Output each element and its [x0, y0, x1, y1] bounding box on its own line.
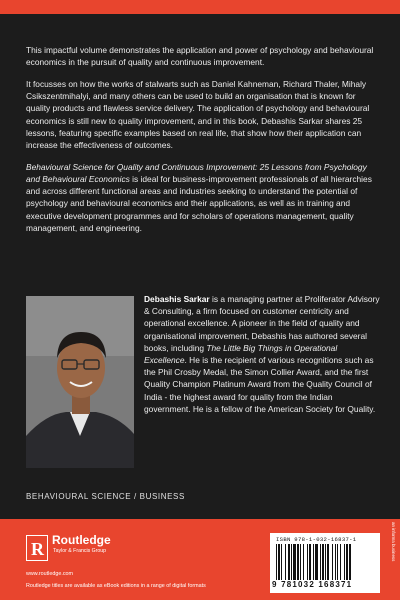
barcode-stripe: [288, 544, 290, 580]
barcode-stripe: [291, 544, 292, 580]
routledge-r-icon: [26, 535, 48, 561]
blurb-paragraph-1: This impactful volume demonstrates the application and power of psychology and behavioural economics in the pursuit of quality and continuous improvement.: [26, 45, 374, 68]
publisher-website[interactable]: www.routledge.com: [26, 571, 74, 577]
barcode-stripe: [325, 544, 326, 580]
barcode-stripe: [293, 544, 296, 580]
barcode-stripe: [320, 544, 321, 580]
barcode-stripe: [335, 544, 336, 580]
barcode-stripe: [315, 544, 318, 580]
blurb-paragraph-2: It focusses on how the works of stalwarts such as Daniel Kahneman, Richard Thaler, Mihaly Csikszentmihalyi, and many others can be used to build an organisation that is known for quality products and flawless service delivery. The application of psychology and behavioural economics is still new to quality improvement, and in this book, Debashis Sarkar shares 25 lessons, featuring specific examples based on real life, that show how their application can increase the effectiveness of outcomes.: [26, 79, 370, 151]
author-photo: [26, 296, 134, 468]
barcode-number: 9 781032 168371: [272, 580, 353, 589]
barcode-stripe: [340, 544, 341, 580]
barcode-stripe: [327, 544, 329, 580]
isbn-label: ISBN 978-1-032-16837-1: [276, 536, 357, 543]
author-book-title: The Little Big Things in Operational Excellence: [144, 342, 338, 366]
author-bio: [144, 293, 380, 415]
barcode-stripe: [322, 544, 324, 580]
blurb-paragraph-3-text: is ideal for business-improvement professionals of all hierarchies and across different functional areas and industries seeking to understand the potential of psychology and behavioural economics and their applications, as well as in training and executive development programmes and for scholars of operations management, quality management, and engineering.: [26, 174, 372, 233]
barcode-stripe: [278, 544, 280, 580]
barcode-stripe: [313, 544, 314, 580]
publisher-name: Routledge: [52, 533, 111, 547]
barcode-stripe: [300, 544, 301, 580]
ebook-notice: Routledge titles are available as eBook editions in a range of digital formats: [26, 583, 206, 589]
barcode-stripe: [332, 544, 333, 580]
barcode-stripe: [337, 544, 338, 580]
publisher-group: Taylor & Francis Group: [53, 548, 107, 554]
barcode-bars: [276, 544, 374, 582]
barcode-stripe: [349, 544, 351, 580]
barcode-stripe: [297, 544, 299, 580]
bio-text-1: is a managing partner at Proliferator Advisory & Consulting, a firm focused on customer centricity and operational excellence. A pioneer in the field of quality and organisational improvement, Debashis has authored several books, including: [144, 294, 380, 353]
subject-category: BEHAVIOURAL SCIENCE / BUSINESS: [26, 492, 185, 501]
barcode: [270, 533, 380, 593]
author-name: Debashis Sarkar: [144, 294, 210, 304]
svg-text:R: R: [31, 539, 44, 559]
informa-side-text: an informa business: [391, 522, 396, 562]
barcode-stripe: [276, 544, 277, 580]
blurb-paragraph-3: [26, 161, 378, 234]
barcode-stripe: [285, 544, 286, 580]
publisher-footer: [0, 519, 400, 600]
barcode-stripe: [309, 544, 311, 580]
barcode-stripe: [344, 544, 345, 580]
book-title: Behavioural Science for Quality and Continuous Improvement: 25 Lessons from Psychology and Behavioural Economics: [26, 161, 367, 185]
barcode-stripe: [281, 544, 282, 580]
barcode-stripe: [303, 544, 304, 580]
routledge-logo: [26, 533, 146, 567]
barcode-stripe: [307, 544, 308, 580]
top-accent-bar: [0, 0, 400, 14]
back-cover-blurb: [26, 44, 378, 244]
barcode-stripe: [346, 544, 348, 580]
bio-text-2: . He is the recipient of various recognitions such as the Phil Crosby Medal, the Simon Collier Award, and the first Quality Champion Platinum Award from the Quality Council of India - the highest award for quality from the Indian government. He is a fellow of the American Society for Quality.: [144, 355, 376, 414]
